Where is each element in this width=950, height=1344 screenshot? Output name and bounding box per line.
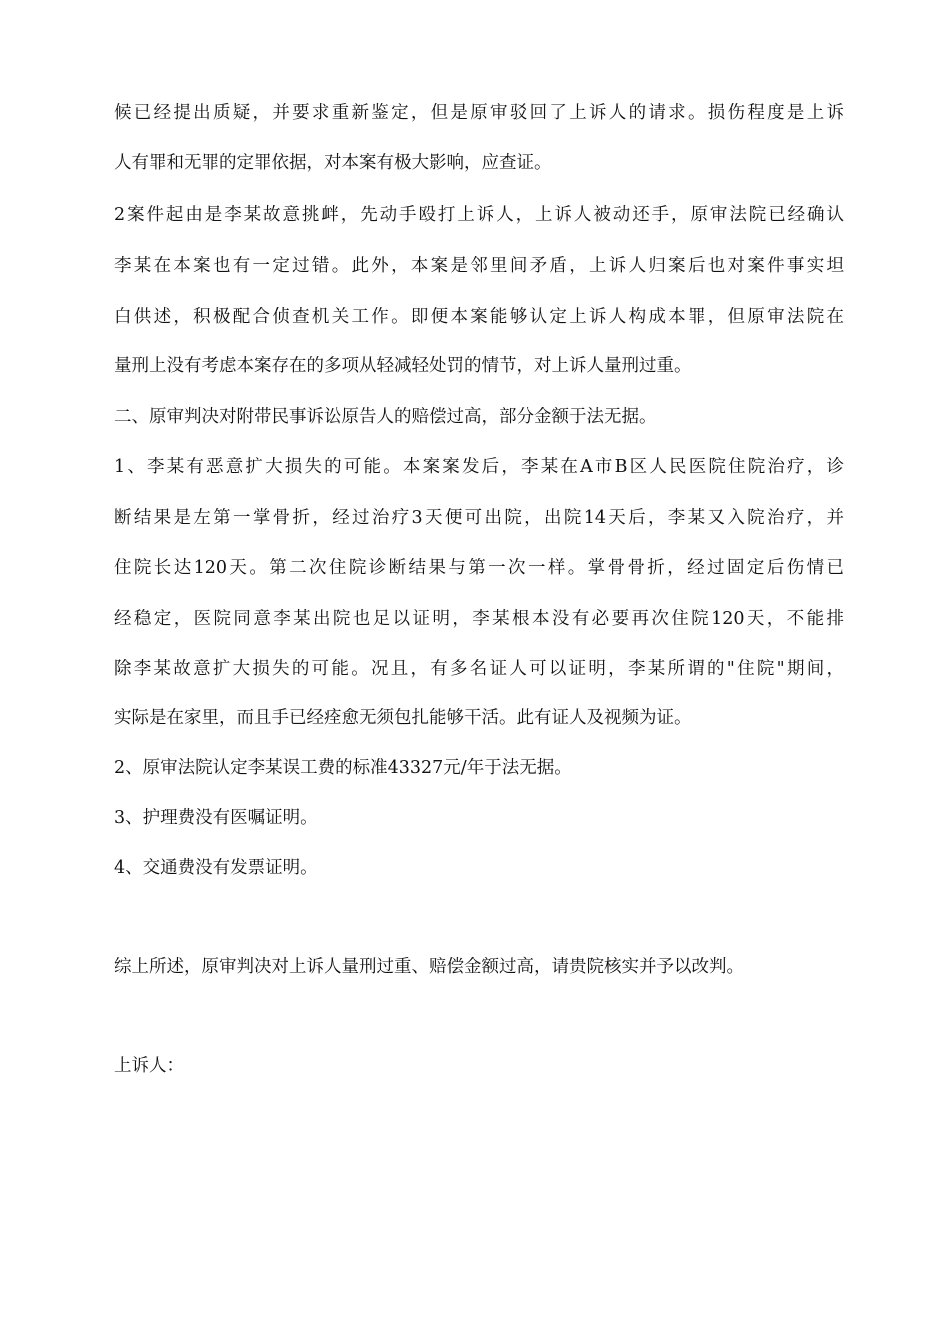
list-item: 4、交通费没有发票证明。 <box>114 858 318 878</box>
paragraph-line: 量刑上没有考虑本案存在的多项从轻减轻处罚的情节，对上诉人量刑过重。 <box>114 356 692 376</box>
conclusion-paragraph: 综上所述，原审判决对上诉人量刑过重、赔偿金额过高，请贵院核实并予以改判。 <box>114 957 744 977</box>
appellant-signature-label: 上诉人： <box>114 1056 184 1076</box>
list-item: 2、原审法院认定李某误工费的标准43327元/年于法无据。 <box>114 758 572 778</box>
section-heading: 二、原审判决对附带民事诉讼原告人的赔偿过高，部分金额于法无据。 <box>114 407 657 427</box>
paragraph-line: 人有罪和无罪的定罪依据，对本案有极大影响，应查证。 <box>114 153 552 173</box>
list-item: 3、护理费没有医嘱证明。 <box>114 808 318 828</box>
paragraph-line: 2案件起由是李某故意挑衅，先动手殴打上诉人，上诉人被动还手，原审法院已经确认 <box>114 205 844 225</box>
paragraph-line: 白供述，积极配合侦查机关工作。即便本案能够认定上诉人构成本罪，但原审法院在 <box>114 307 844 327</box>
paragraph-line: 实际是在家里，而且手已经痊愈无须包扎能够干活。此有证人及视频为证。 <box>114 708 692 728</box>
paragraph-line: 除李某故意扩大损失的可能。况且，有多名证人可以证明，李某所谓的"住院"期间， <box>114 659 844 679</box>
paragraph-line: 经稳定，医院同意李某出院也足以证明，李某根本没有必要再次住院120天，不能排 <box>114 609 844 629</box>
paragraph-line: 候已经提出质疑，并要求重新鉴定，但是原审驳回了上诉人的请求。损伤程度是上诉 <box>114 103 844 123</box>
paragraph-line: 住院长达120天。第二次住院诊断结果与第一次一样。掌骨骨折，经过固定后伤情已 <box>114 558 844 578</box>
paragraph-line: 断结果是左第一掌骨折，经过治疗3天便可出院，出院14天后，李某又入院治疗，并 <box>114 508 844 528</box>
paragraph-line: 1、李某有恶意扩大损失的可能。本案案发后，李某在A市B区人民医院住院治疗，诊 <box>114 457 844 477</box>
paragraph-line: 李某在本案也有一定过错。此外，本案是邻里间矛盾，上诉人归案后也对案件事实坦 <box>114 256 844 276</box>
